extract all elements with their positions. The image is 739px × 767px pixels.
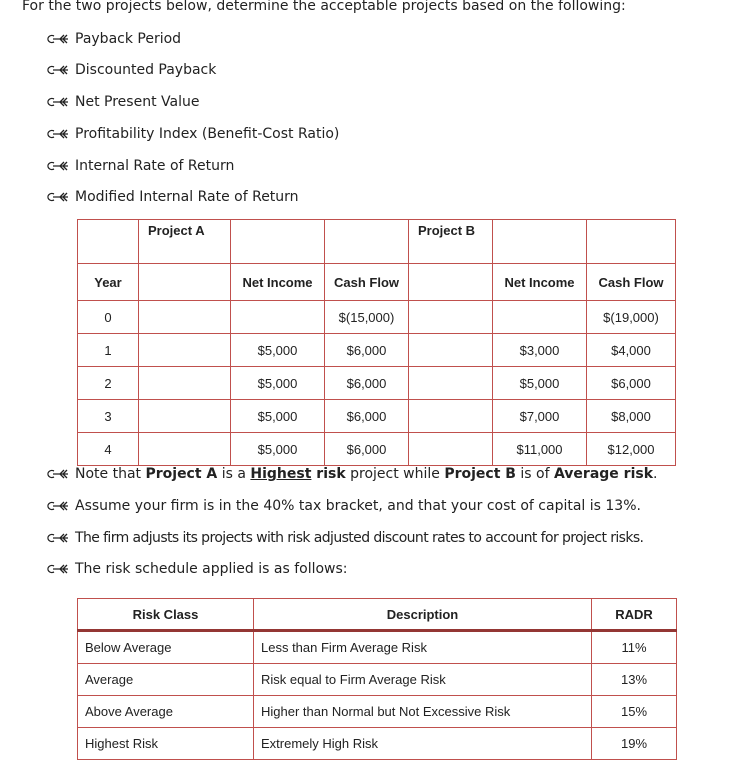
b-net-income-cell: $7,000 (493, 400, 587, 433)
note-text-part: . (653, 466, 658, 482)
b-cash-flow-cell: $4,000 (587, 334, 676, 367)
empty-cell (493, 220, 587, 264)
empty-cell (409, 367, 493, 400)
criterion-net-present-value (47, 94, 199, 110)
criterion-discounted-payback (47, 62, 216, 78)
b-cash-flow-header: Cash Flow (587, 264, 676, 301)
risk-class-cell: Below Average (78, 631, 254, 664)
a-cash-flow-cell: $6,000 (325, 367, 409, 400)
empty-cell (139, 367, 231, 400)
wave-bullet-icon (47, 532, 69, 544)
empty-cell (139, 301, 231, 334)
note-tax-and-cost-of-capital (47, 498, 641, 514)
table-row (78, 631, 677, 664)
criterion-profitability-index (47, 126, 339, 142)
description-cell: Less than Firm Average Risk (254, 631, 592, 664)
risk-class-header: Risk Class (78, 599, 254, 631)
note-text: Assume your firm is in the 40% tax bracket, and that your cost of capital is 13%. (75, 498, 641, 514)
wave-bullet-icon (47, 96, 69, 108)
table-row (78, 433, 676, 466)
b-net-income-cell (493, 301, 587, 334)
note-risk-assignment (47, 466, 657, 482)
empty-cell (409, 334, 493, 367)
radr-cell: 19% (592, 728, 677, 760)
year-cell: 0 (78, 301, 139, 334)
instructions-text: For the two projects below, determine the acceptable projects based on the following: (22, 0, 626, 14)
risk-header-row (78, 599, 677, 631)
year-cell: 3 (78, 400, 139, 433)
a-cash-flow-cell: $6,000 (325, 433, 409, 466)
project-header-row (78, 220, 676, 264)
highest-emphasis: Highest (250, 466, 312, 482)
a-cash-flow-header: Cash Flow (325, 264, 409, 301)
table-row (78, 334, 676, 367)
radr-cell: 15% (592, 696, 677, 728)
b-cash-flow-cell: $8,000 (587, 400, 676, 433)
b-net-income-header: Net Income (493, 264, 587, 301)
note-text-part: Note that (75, 466, 146, 482)
b-net-income-cell: $3,000 (493, 334, 587, 367)
empty-cell (409, 433, 493, 466)
radr-header: RADR (592, 599, 677, 631)
average-risk-emphasis: Average risk (553, 466, 654, 482)
project-a-emphasis: Project A (145, 466, 218, 482)
a-cash-flow-cell: $(15,000) (325, 301, 409, 334)
empty-cell (139, 400, 231, 433)
column-header-row (78, 264, 676, 301)
year-cell: 1 (78, 334, 139, 367)
criterion-label: Payback Period (75, 31, 182, 47)
empty-cell (139, 334, 231, 367)
description-header: Description (254, 599, 592, 631)
risk-emphasis: risk (311, 466, 346, 482)
a-cash-flow-cell: $6,000 (325, 334, 409, 367)
empty-cell (325, 220, 409, 264)
a-net-income-cell: $5,000 (231, 367, 325, 400)
table-row (78, 664, 677, 696)
a-net-income-cell: $5,000 (231, 433, 325, 466)
wave-bullet-icon (47, 563, 69, 575)
b-cash-flow-cell: $(19,000) (587, 301, 676, 334)
empty-cell (409, 301, 493, 334)
wave-bullet-icon (47, 33, 69, 45)
wave-bullet-icon (47, 191, 69, 203)
wave-bullet-icon (47, 500, 69, 512)
risk-class-cell: Highest Risk (78, 728, 254, 760)
empty-cell (587, 220, 676, 264)
year-cell: 4 (78, 433, 139, 466)
criterion-label: Profitability Index (Benefit-Cost Ratio) (75, 126, 340, 142)
b-net-income-cell: $5,000 (493, 367, 587, 400)
empty-cell (78, 220, 139, 264)
criterion-label: Discounted Payback (75, 62, 217, 78)
wave-bullet-icon (47, 128, 69, 140)
radr-cell: 13% (592, 664, 677, 696)
year-cell: 2 (78, 367, 139, 400)
a-net-income-header: Net Income (231, 264, 325, 301)
b-cash-flow-cell: $6,000 (587, 367, 676, 400)
wave-bullet-icon (47, 64, 69, 76)
description-cell: Risk equal to Firm Average Risk (254, 664, 592, 696)
risk-class-cell: Above Average (78, 696, 254, 728)
empty-cell (409, 264, 493, 301)
a-cash-flow-cell: $6,000 (325, 400, 409, 433)
empty-cell (409, 400, 493, 433)
project-cash-flow-table (77, 219, 676, 466)
table-row (78, 301, 676, 334)
table-row (78, 367, 676, 400)
table-row (78, 400, 676, 433)
criterion-payback-period (47, 31, 181, 47)
description-cell: Extremely High Risk (254, 728, 592, 760)
wave-bullet-icon (47, 160, 69, 172)
table-row (78, 696, 677, 728)
empty-cell (139, 433, 231, 466)
b-net-income-cell: $11,000 (493, 433, 587, 466)
criterion-irr (47, 158, 234, 174)
project-b-emphasis: Project B (444, 466, 516, 482)
note-text: The firm adjusts its projects with risk adjusted discount rates to account for project risks. (75, 530, 644, 546)
note-text-part: is a (217, 466, 251, 482)
radr-cell: 11% (592, 631, 677, 664)
criterion-label: Modified Internal Rate of Return (75, 189, 299, 205)
project-b-label: Project B (409, 220, 493, 264)
criterion-mirr (47, 189, 299, 205)
note-text (75, 466, 657, 482)
empty-cell (231, 220, 325, 264)
project-a-label: Project A (139, 220, 231, 264)
note-risk-schedule (47, 561, 348, 577)
a-net-income-cell (231, 301, 325, 334)
risk-class-cell: Average (78, 664, 254, 696)
risk-schedule-table (77, 598, 677, 760)
criterion-label: Internal Rate of Return (75, 158, 235, 174)
a-net-income-cell: $5,000 (231, 400, 325, 433)
empty-cell (139, 264, 231, 301)
a-net-income-cell: $5,000 (231, 334, 325, 367)
note-risk-adjusted-rates (47, 530, 643, 546)
note-text: The risk schedule applied is as follows: (75, 561, 348, 577)
criterion-label: Net Present Value (75, 94, 200, 110)
description-cell: Higher than Normal but Not Excessive Risk (254, 696, 592, 728)
note-text-part: is of (515, 466, 554, 482)
b-cash-flow-cell: $12,000 (587, 433, 676, 466)
note-text-part: project while (345, 466, 445, 482)
table-row (78, 728, 677, 760)
year-header: Year (78, 264, 139, 301)
wave-bullet-icon (47, 468, 69, 480)
